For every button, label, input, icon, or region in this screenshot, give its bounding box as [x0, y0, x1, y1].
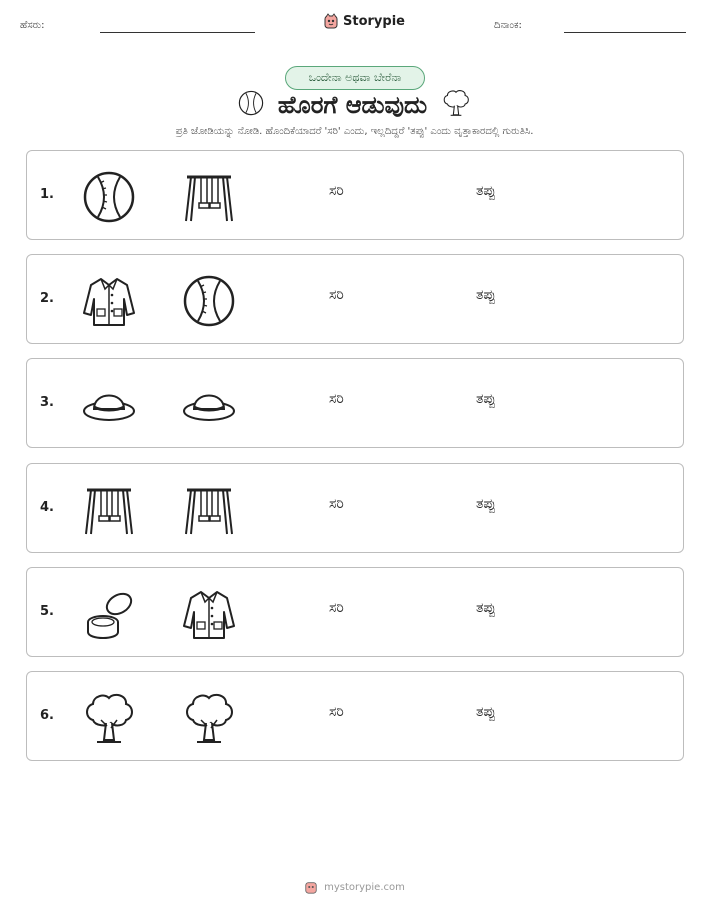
storypie-mascot-icon	[304, 880, 318, 894]
tree-icon	[441, 88, 471, 122]
option-wrong[interactable]: ತಪ್ಪು	[476, 704, 496, 720]
jacket-icon	[81, 273, 137, 329]
option-correct[interactable]: ಸರಿ	[329, 496, 344, 512]
question-row	[26, 671, 684, 761]
date-label: ದಿನಾಂಕ:	[494, 20, 522, 31]
page-title: ಹೊರಗೆ ಆಡುವುದು	[277, 91, 428, 119]
question-row	[26, 463, 684, 553]
baseball-icon	[238, 90, 264, 120]
swing-icon	[81, 482, 137, 538]
swing-icon	[181, 169, 237, 225]
question-row	[26, 567, 684, 657]
brand-logo	[323, 13, 405, 29]
question-number: 5.	[40, 604, 54, 619]
option-wrong[interactable]: ತಪ್ಪು	[476, 183, 496, 199]
jacket-icon	[181, 586, 237, 642]
question-row	[26, 150, 684, 240]
swing-icon	[181, 482, 237, 538]
option-wrong[interactable]: ತಪ್ಪು	[476, 391, 496, 407]
footer-url[interactable]: mystorypie.com	[324, 881, 405, 893]
brand-name: Storypie	[343, 13, 405, 29]
option-correct[interactable]: ಸರಿ	[329, 704, 344, 720]
option-correct[interactable]: ಸರಿ	[329, 600, 344, 616]
question-row	[26, 358, 684, 448]
option-correct[interactable]: ಸರಿ	[329, 183, 344, 199]
hat-icon	[81, 377, 137, 433]
baseball-icon	[81, 169, 137, 225]
tree-icon	[181, 690, 237, 746]
question-row	[26, 254, 684, 344]
name-line[interactable]	[100, 32, 255, 33]
date-line[interactable]	[564, 32, 686, 33]
option-wrong[interactable]: ತಪ್ಪು	[476, 496, 496, 512]
question-number: 4.	[40, 500, 54, 515]
option-wrong[interactable]: ತಪ್ಪು	[476, 600, 496, 616]
storypie-mascot-icon	[323, 13, 339, 29]
question-number: 1.	[40, 187, 54, 202]
worksheet-type-badge: ಒಂದೇನಾ ಅಥವಾ ಬೇರೆನಾ	[285, 66, 425, 90]
sunscreen-jar-icon	[81, 586, 137, 642]
baseball-icon	[181, 273, 237, 329]
question-number: 2.	[40, 291, 54, 306]
option-correct[interactable]: ಸರಿ	[329, 287, 344, 303]
title-row	[0, 88, 709, 122]
hat-icon	[181, 377, 237, 433]
question-number: 6.	[40, 708, 54, 723]
instructions: ಪ್ರತಿ ಜೋಡಿಯನ್ನು ನೋಡಿ. ಹೊಂದಿಕೆಯಾದರೆ 'ಸರಿ' ಎಂದು, ಇಲ್ಲದಿದ್ದರೆ 'ತಪ್ಪು' ಎಂದು ವೃತ್ತಾಕಾರದಲ್ಲಿ ಗುರುತಿಸಿ.	[175, 126, 534, 137]
name-label: ಹೆಸರು:	[20, 20, 45, 31]
tree-icon	[81, 690, 137, 746]
footer	[0, 880, 709, 894]
option-correct[interactable]: ಸರಿ	[329, 391, 344, 407]
question-number: 3.	[40, 395, 54, 410]
option-wrong[interactable]: ತಪ್ಪು	[476, 287, 496, 303]
